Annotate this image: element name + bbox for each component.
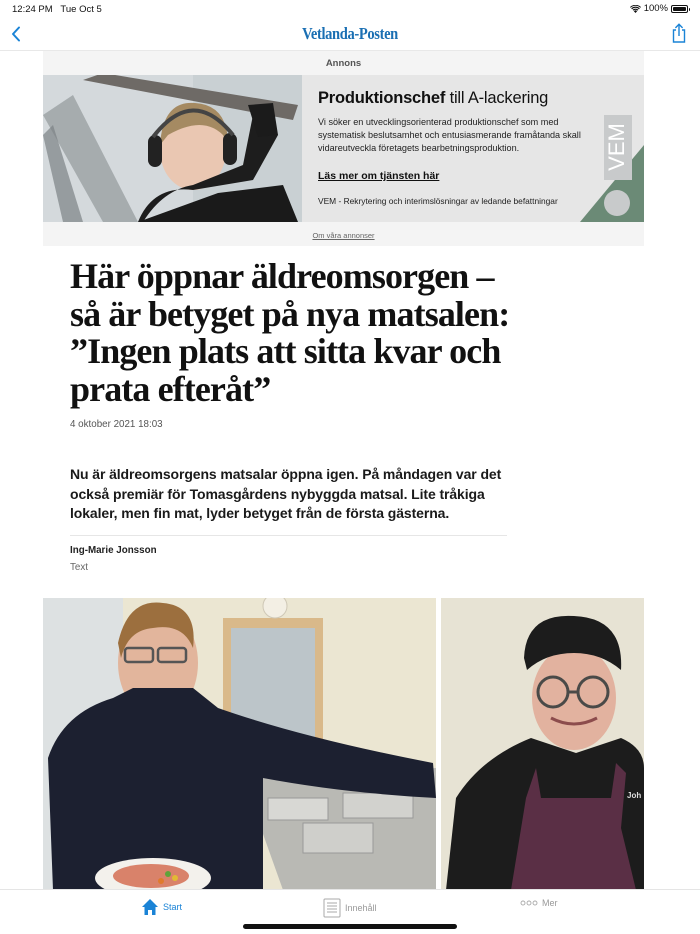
status-time: 12:24 PM Tue Oct 5 [12,4,102,15]
back-button[interactable] [6,23,26,45]
document-icon [323,898,341,918]
home-indicator[interactable] [243,924,457,929]
share-icon [670,22,688,44]
divider [70,535,507,536]
ad-banner[interactable] [43,75,644,222]
vem-logo-icon [580,75,644,222]
svg-text:Joh: Joh [627,791,642,800]
ad-read-more-link[interactable]: Läs mer om tjänsten här [318,170,440,182]
tab-mer[interactable] [520,898,558,908]
publication-title: Vetlanda-Posten [302,24,398,43]
photo-man-with-plate[interactable] [43,598,436,890]
author-name[interactable]: Ing-Marie Jonsson [70,544,157,556]
tab-innehall-label: Innehåll [345,903,377,913]
ad-content [318,89,588,206]
wifi-icon [630,5,641,13]
photo-cook-in-apron[interactable] [441,598,644,890]
more-dots-icon [520,900,538,906]
article [70,258,510,573]
article-date: 4 oktober 2021 18:03 [70,419,163,430]
author-role: Text [70,561,88,573]
advertisement [43,51,644,246]
status-indicators [630,3,688,14]
status-bar [0,0,700,18]
article-lead: Nu är äldreomsorgens matsalar öppna igen. På måndagen var det också premiär för Tomasgårdens nybyggda matsal. Lite tråkiga lokaler, men fin mat, lyder betyget från de första gästerna. [70,466,502,521]
ad-headline: Produktionschef till A-lackering [318,89,549,107]
article-headline: Här öppnar äldreomsorgen – så är betyget på nya matsalen: ”Ingen plats att sitta kvar och prata efteråt” [70,256,510,409]
tab-start-label: Start [163,902,183,912]
svg-text:VEM: VEM [603,123,629,171]
battery-icon [671,5,688,13]
home-icon [141,898,159,916]
ad-description: Vi söker en utvecklingsorienterad produktionschef som med systematisk beslutsamhet och entusiasmerande framåtanda skall vidareutveckla företagets bearbetningsproduktion. [318,117,581,153]
navigation-bar [0,18,700,51]
about-ads-link[interactable]: Om våra annonser [312,231,375,240]
ad-label: Annons [325,58,362,69]
tab-innehall[interactable] [323,898,377,918]
article-photos [43,598,644,890]
share-button[interactable] [670,22,688,44]
tab-start[interactable] [141,898,182,916]
chevron-left-icon [11,26,21,42]
battery-percent: 100% [643,3,668,14]
tab-mer-label: Mer [542,898,558,908]
ad-photo-worker [43,75,302,222]
ad-advertiser-text: VEM - Rekrytering och interimslösningar av ledande befattningar [318,196,558,206]
